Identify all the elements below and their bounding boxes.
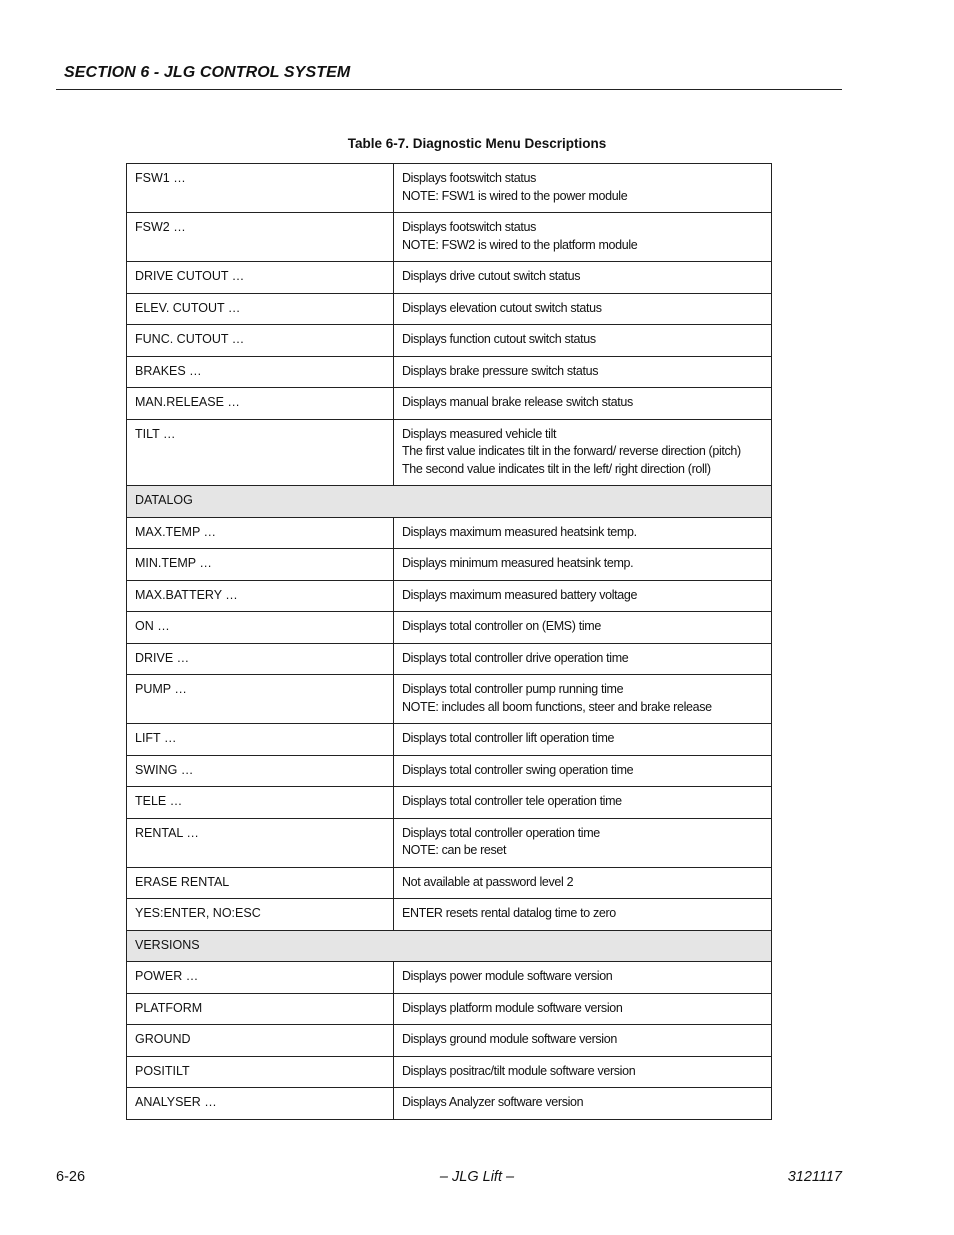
description-cell (394, 262, 772, 294)
table-row (127, 517, 772, 549)
table-row (127, 1088, 772, 1120)
menu-item-cell: DRIVE … (127, 643, 394, 675)
table-row (127, 356, 772, 388)
description-line: NOTE: FSW2 is wired to the platform module (402, 237, 638, 252)
description-cell (394, 1056, 772, 1088)
section-row (127, 930, 772, 962)
table-row (127, 213, 772, 262)
description-line: Displays total controller pump running time (402, 682, 624, 696)
description-line: Displays positrac/tilt module software version (402, 1063, 636, 1078)
table-caption: Table 6-7. Diagnostic Menu Descriptions (347, 136, 607, 151)
description-line: Displays total controller swing operation time (402, 762, 634, 777)
menu-item-cell: FSW2 … (127, 213, 394, 262)
description-line: The first value indicates tilt in the forward/ reverse direction (pitch) (402, 444, 741, 458)
table-row (127, 993, 772, 1025)
menu-item-cell: DRIVE CUTOUT … (127, 262, 394, 294)
description-line: Displays maximum measured heatsink temp. (402, 524, 637, 539)
description-line: Displays drive cutout switch status (402, 269, 581, 283)
menu-item-cell: GROUND (127, 1025, 394, 1057)
description-line: NOTE: FSW1 is wired to the power module (402, 188, 628, 203)
table-row (127, 293, 772, 325)
description-line: Displays total controller on (EMS) time (402, 619, 601, 633)
description-cell (394, 818, 772, 867)
menu-item-cell: POWER … (127, 962, 394, 994)
description-line: Displays total controller operation time (402, 825, 600, 840)
menu-item-cell: PUMP … (127, 675, 394, 724)
description-line: Displays measured vehicle tilt (402, 426, 557, 441)
footer-brand: – JLG Lift – (439, 1169, 515, 1185)
description-line: The second value indicates tilt in the left/ right direction (roll) (402, 461, 711, 476)
menu-item-cell: SWING … (127, 755, 394, 787)
description-line: Displays brake pressure switch status (402, 363, 599, 378)
description-cell (394, 643, 772, 675)
table-row (127, 262, 772, 294)
table-row (127, 818, 772, 867)
header-divider (56, 89, 842, 90)
diagnostic-menu-table (126, 163, 772, 1120)
description-cell (394, 867, 772, 899)
menu-item-cell: POSITILT (127, 1056, 394, 1088)
table-row (127, 962, 772, 994)
description-line: ENTER resets rental datalog time to zero (402, 906, 616, 920)
section-row (127, 486, 772, 518)
description-cell (394, 612, 772, 644)
description-line: NOTE: includes all boom functions, steer and brake release (402, 699, 712, 714)
description-cell (394, 549, 772, 581)
description-line: Displays maximum measured battery voltage (402, 587, 638, 602)
section-title: SECTION 6 - JLG CONTROL SYSTEM (64, 64, 351, 81)
description-line: Displays ground module software version (402, 1032, 617, 1046)
description-line: NOTE: can be reset (402, 843, 507, 857)
section-label: DATALOG (127, 486, 772, 518)
table-row (127, 1056, 772, 1088)
description-line: Displays elevation cutout switch status (402, 300, 602, 315)
table-row (127, 1025, 772, 1057)
description-line: Displays manual brake release switch status (402, 395, 633, 409)
description-line: Displays total controller tele operation time (402, 794, 622, 808)
menu-item-cell: MAX.BATTERY … (127, 580, 394, 612)
table-row (127, 643, 772, 675)
description-line: Displays platform module software version (402, 1000, 623, 1015)
table-row (127, 675, 772, 724)
menu-item-cell: TILT … (127, 419, 394, 486)
menu-item-cell: ELEV. CUTOUT … (127, 293, 394, 325)
description-cell (394, 517, 772, 549)
description-cell (394, 419, 772, 486)
description-cell (394, 356, 772, 388)
menu-item-cell: TELE … (127, 787, 394, 819)
description-cell (394, 675, 772, 724)
table-row (127, 325, 772, 357)
description-cell (394, 993, 772, 1025)
description-cell (394, 962, 772, 994)
menu-item-cell: ERASE RENTAL (127, 867, 394, 899)
menu-item-cell: ANALYSER … (127, 1088, 394, 1120)
description-line: Displays footswitch status (402, 220, 537, 234)
description-line: Displays Analyzer software version (402, 1095, 584, 1109)
table-row (127, 755, 772, 787)
menu-item-cell: MAN.RELEASE … (127, 388, 394, 420)
table-row (127, 388, 772, 420)
menu-item-cell: ON … (127, 612, 394, 644)
table-row (127, 787, 772, 819)
page-number: 6-26 (56, 1169, 86, 1185)
menu-item-cell: MIN.TEMP … (127, 549, 394, 581)
description-cell (394, 724, 772, 756)
table-row (127, 612, 772, 644)
description-line: Displays total controller drive operation time (402, 650, 629, 665)
menu-item-cell: LIFT … (127, 724, 394, 756)
description-cell (394, 293, 772, 325)
table-row (127, 164, 772, 213)
description-cell (394, 1088, 772, 1120)
description-line: Displays footswitch status (402, 171, 537, 185)
description-cell (394, 755, 772, 787)
menu-item-cell: BRAKES … (127, 356, 394, 388)
menu-item-cell: RENTAL … (127, 818, 394, 867)
menu-item-cell: FSW1 … (127, 164, 394, 213)
description-line: Displays power module software version (402, 969, 613, 983)
menu-item-cell: YES:ENTER, NO:ESC (127, 899, 394, 931)
document-number: 3121117 (787, 1169, 842, 1185)
table-row (127, 419, 772, 486)
table-body (127, 164, 772, 1120)
menu-item-cell: PLATFORM (127, 993, 394, 1025)
table-row (127, 867, 772, 899)
menu-item-cell: MAX.TEMP … (127, 517, 394, 549)
table-row (127, 549, 772, 581)
description-cell (394, 787, 772, 819)
table-row (127, 724, 772, 756)
description-line: Displays total controller lift operation time (402, 731, 615, 745)
description-cell (394, 213, 772, 262)
description-cell (394, 388, 772, 420)
description-line: Displays function cutout switch status (402, 332, 596, 346)
description-line: Displays minimum measured heatsink temp. (402, 556, 634, 570)
description-cell (394, 899, 772, 931)
description-cell (394, 580, 772, 612)
menu-item-cell: FUNC. CUTOUT … (127, 325, 394, 357)
description-cell (394, 164, 772, 213)
description-cell (394, 1025, 772, 1057)
description-cell (394, 325, 772, 357)
section-label: VERSIONS (127, 930, 772, 962)
table-row (127, 580, 772, 612)
table-row (127, 899, 772, 931)
description-line: Not available at password level 2 (402, 874, 574, 889)
